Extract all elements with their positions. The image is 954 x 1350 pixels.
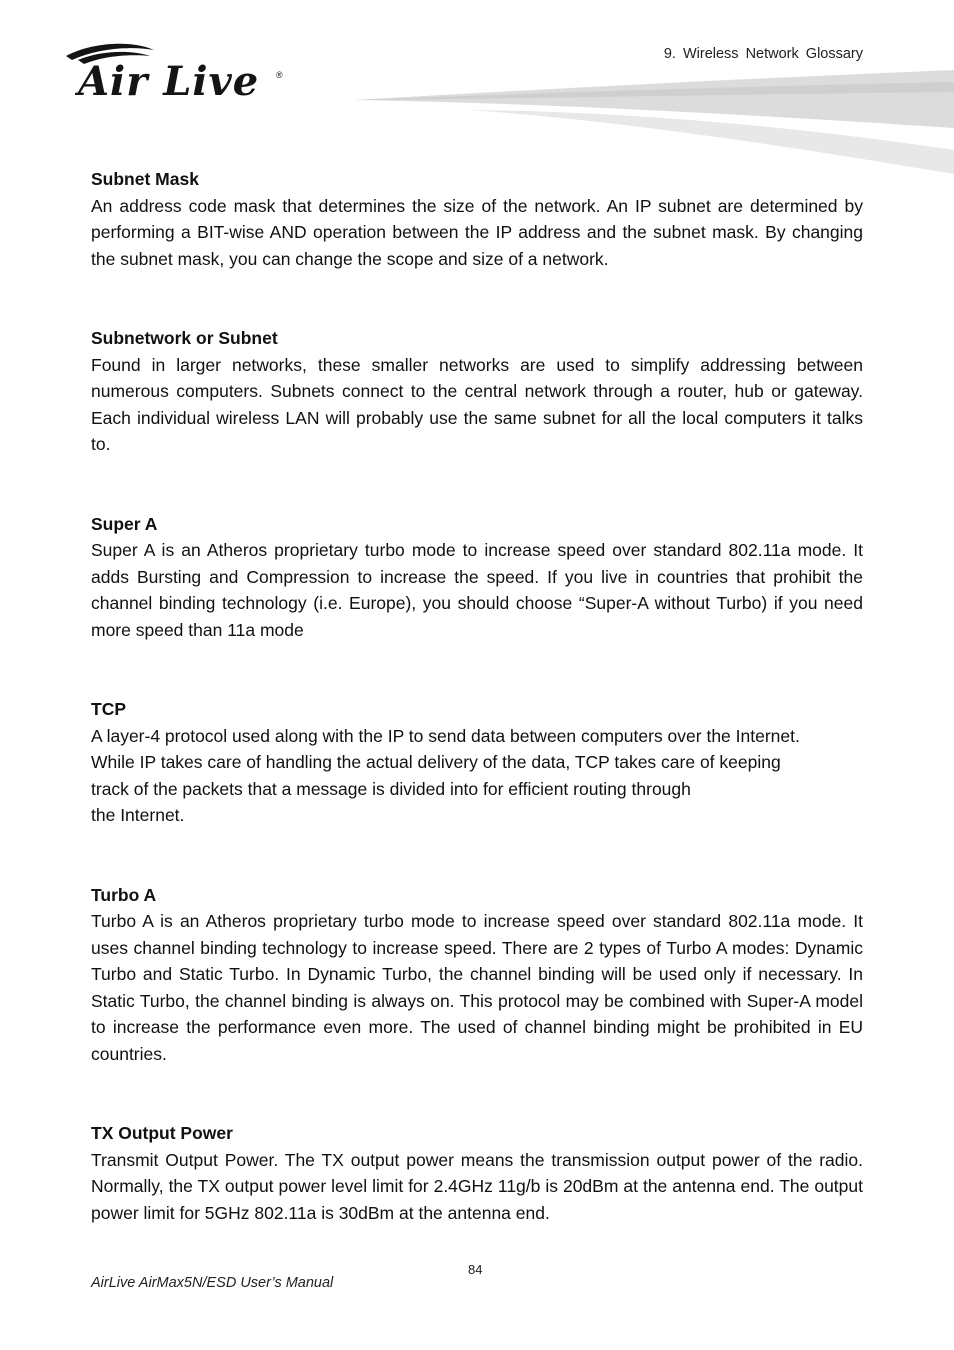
definition-line: While IP takes care of handling the actual delivery of the data, TCP takes care of keeping <box>91 752 781 772</box>
entry-term: Turbo A <box>91 884 157 905</box>
entry-term: Subnet Mask <box>91 169 199 189</box>
glossary-entry-turbo-a <box>91 882 863 1068</box>
chapter-title: 9. Wireless Network Glossary <box>663 46 863 62</box>
definition-line: A layer-4 protocol used along with the IP to send data between computers over the Internet. <box>91 725 800 746</box>
entry-definition: Found in larger networks, these smaller networks are used to simplify addressing between numerous computers. Subnets connect to the central network through a router, hub or gateway. Each individual wireless LAN will probably use the same subnet for all the local computers it talks to. <box>91 354 863 454</box>
entry-definition: An address code mask that determines the size of the network. An IP subnet are determined by performing a BIT-wise AND operation between the IP address and the subnet mask. By changing the subnet mask, you can change the scope and size of a network. <box>91 195 863 269</box>
entry-definition: Transmit Output Power. The TX output power means the transmission output power of the radio. Normally, the TX output power level limit for 2.4GHz 11g/b is 20dBm at the antenna end. The output power limit for 5GHz 802.11a is 30dBm at the antenna end. <box>91 1149 863 1223</box>
glossary-content <box>91 166 863 1279</box>
entry-term: Super A <box>91 513 158 534</box>
glossary-entry-tcp <box>91 696 863 829</box>
page-number: 84 <box>468 1262 483 1277</box>
entry-definition: Turbo A is an Atheros proprietary turbo mode to increase speed over standard 802.11a mode. It uses channel binding technology to increase speed. There are 2 types of Turbo A modes: Dynamic Turbo and Static Turbo. In Dynamic Turbo, the channel binding will be used only if necessary. In Static Turbo, the channel binding is always on. This protocol may be combined with Super-A model to increase the performance even more. The used of channel binding might be prohibited in EU countries. <box>91 911 863 1064</box>
definition-line: track of the packets that a message is divided into for efficient routing through <box>91 778 691 799</box>
manual-title-footer: AirLive AirMax5N/ESD User’s Manual <box>91 1275 334 1291</box>
logo-wordmark: Air Live <box>78 58 260 105</box>
entry-term: TCP <box>91 699 126 719</box>
entry-term: TX Output Power <box>91 1123 233 1143</box>
glossary-entry-subnetwork <box>91 325 863 458</box>
airlive-logo <box>62 42 292 104</box>
glossary-entry-subnet-mask <box>91 166 863 272</box>
entry-definition <box>91 723 863 829</box>
entry-term: Subnetwork or Subnet <box>91 328 278 348</box>
glossary-entry-tx-output-power <box>91 1120 863 1226</box>
glossary-entry-super-a <box>91 511 863 644</box>
definition-line: the Internet. <box>91 805 185 825</box>
entry-definition: Super A is an Atheros proprietary turbo mode to increase speed over standard 802.11a mode. It adds Bursting and Compression to increase the speed. If you live in countries that prohibit the channel binding technology (i.e. Europe), you should choose “Super-A without Turbo) if you need more speed than 11a mode <box>91 540 863 640</box>
registered-mark: ® <box>276 70 283 80</box>
